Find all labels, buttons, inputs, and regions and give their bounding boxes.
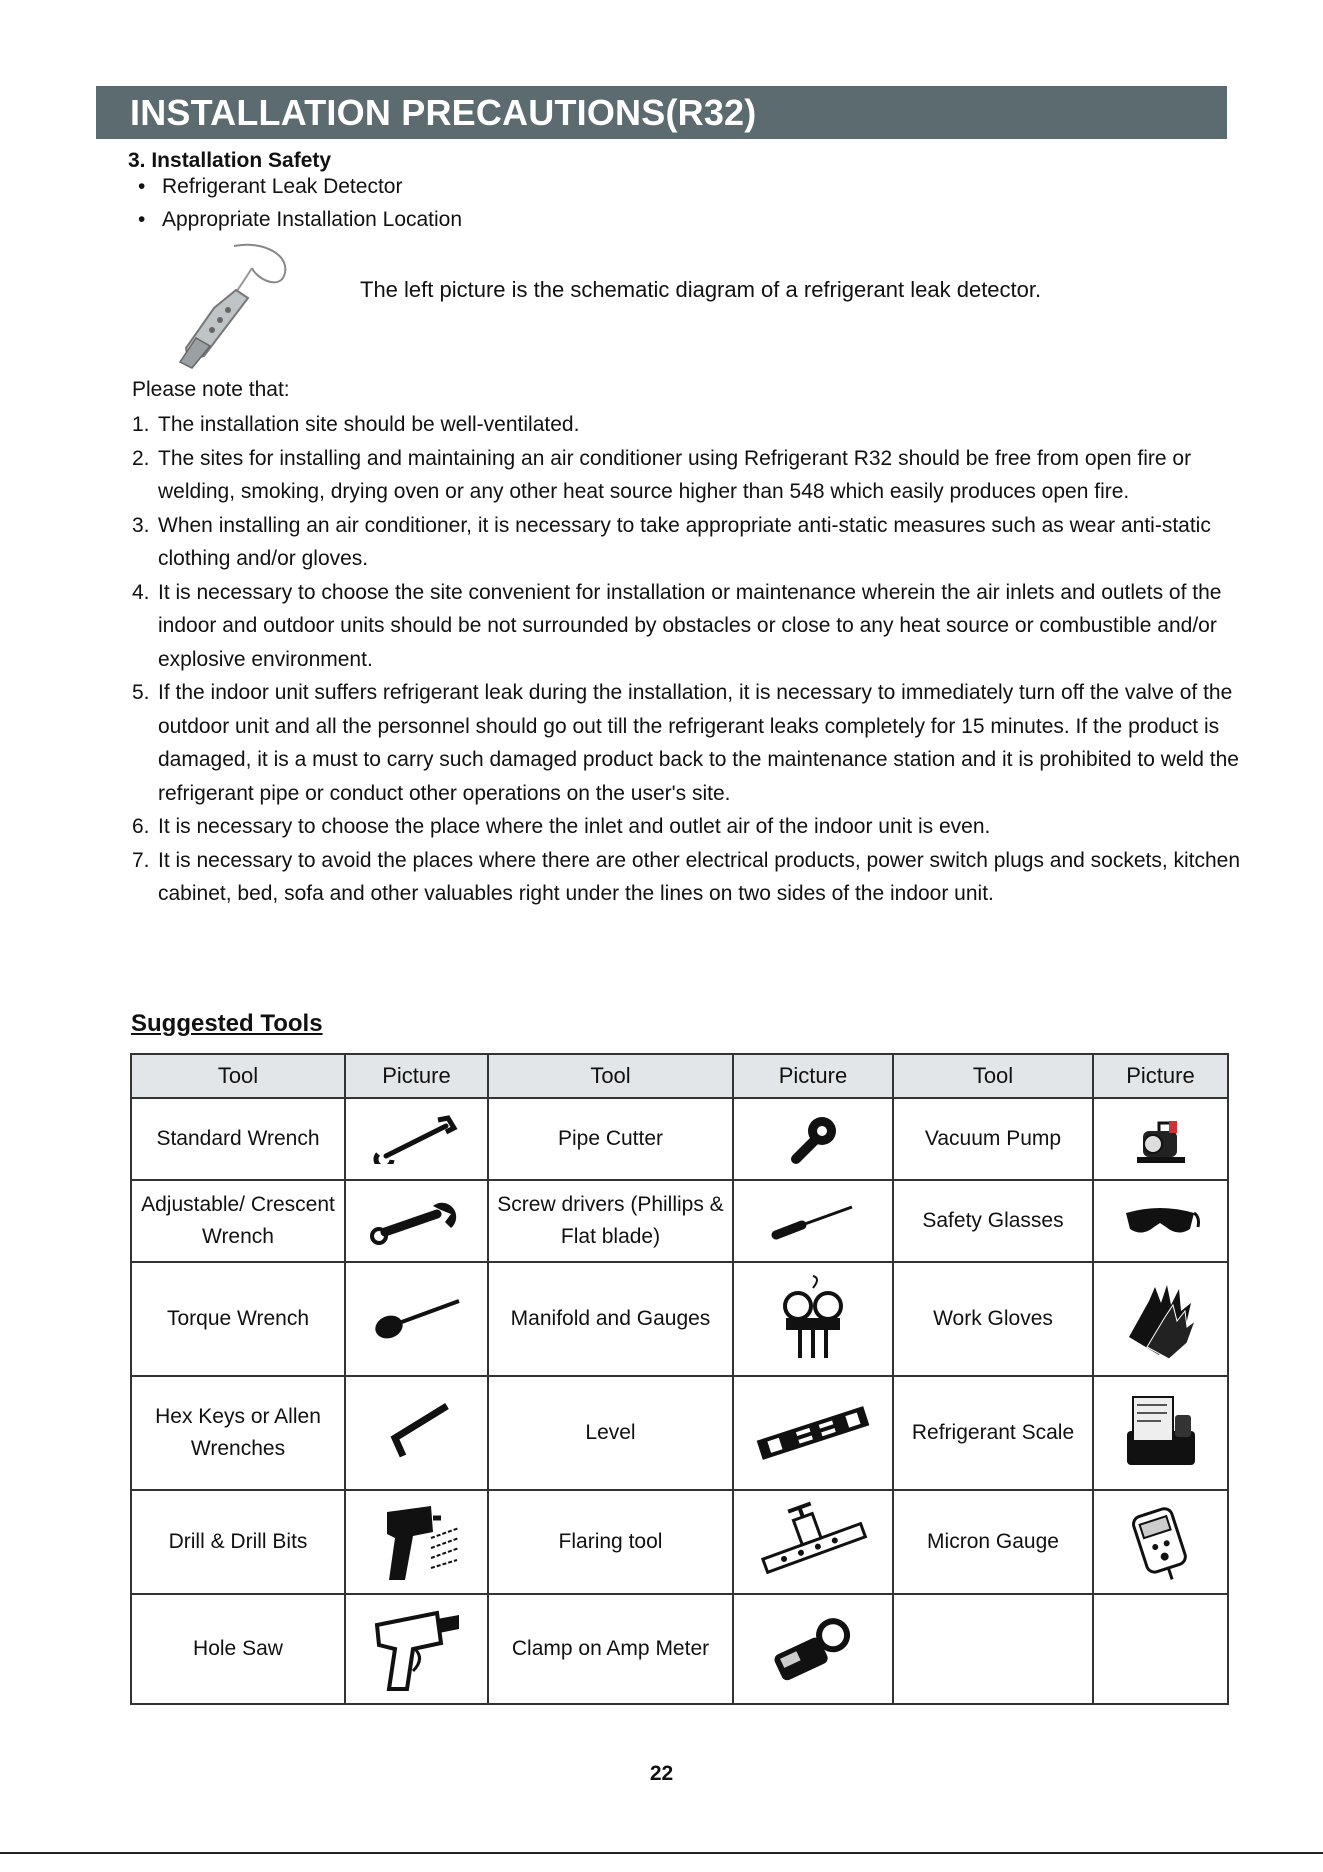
flaring-tool-icon	[750, 1497, 876, 1587]
column-header: Tool	[131, 1054, 345, 1098]
note-number: 6.	[132, 815, 150, 838]
tool-picture	[345, 1180, 488, 1262]
table-row	[131, 1490, 1228, 1594]
tool-picture-empty	[1093, 1594, 1228, 1704]
note-text: If the indoor unit suffers refrigerant leak during the installation, it is necessary to immediately turn off the valve of the outdoor unit and all the personnel should go out till the refrigerant leaks completely for 15 minutes. If the product is damaged, it is a must to carry such damaged product back to the maintenance station and it is prohibited to weld the refrigerant pipe or conduct other operations on the user's site.	[158, 681, 1239, 805]
clamp-meter-icon	[763, 1609, 863, 1689]
bottom-rule	[0, 1852, 1323, 1854]
tool-picture	[1093, 1098, 1228, 1180]
table-header-row	[131, 1054, 1228, 1098]
notes-list	[132, 408, 1252, 911]
tool-picture	[733, 1594, 893, 1704]
note-item	[132, 844, 1252, 911]
note-number: 2.	[132, 446, 150, 470]
tool-name: Screw drivers (Phillips & Flat blade)	[488, 1180, 733, 1262]
tool-picture	[733, 1180, 893, 1262]
tool-picture	[345, 1490, 488, 1594]
tool-picture	[1093, 1262, 1228, 1376]
tools-title: Suggested Tools	[131, 1010, 323, 1037]
tool-picture	[345, 1376, 488, 1490]
torque-wrench-icon	[367, 1291, 467, 1347]
pipe-cutter-icon	[778, 1109, 848, 1169]
tool-name: Pipe Cutter	[488, 1098, 733, 1180]
note-number: 4.	[132, 580, 150, 604]
tools-table	[130, 1053, 1229, 1705]
tool-picture	[733, 1490, 893, 1594]
vacuum-pump-icon	[1129, 1111, 1193, 1167]
tool-name: Drill & Drill Bits	[131, 1490, 345, 1594]
bullet-dot: •	[138, 175, 146, 198]
tool-name: Clamp on Amp Meter	[488, 1594, 733, 1704]
notes-heading: Please note that:	[132, 378, 290, 401]
detector-caption: The left picture is the schematic diagram of a refrigerant leak detector.	[360, 277, 1042, 302]
leak-detector-image	[174, 238, 324, 370]
bullet-text: Appropriate Installation Location	[162, 208, 463, 231]
wrench-icon	[372, 1114, 462, 1164]
tool-picture	[345, 1594, 488, 1704]
tool-picture	[345, 1098, 488, 1180]
manifold-gauges-icon	[778, 1274, 848, 1364]
page-number: 22	[649, 1762, 674, 1785]
tool-name: Safety Glasses	[893, 1180, 1093, 1262]
tool-picture	[345, 1262, 488, 1376]
column-header: Picture	[345, 1054, 488, 1098]
tool-name: Adjustable/ Crescent Wrench	[131, 1180, 345, 1262]
tool-name: Manifold and Gauges	[488, 1262, 733, 1376]
tool-name: Work Gloves	[893, 1262, 1093, 1376]
note-number: 7.	[132, 848, 150, 872]
page-header: INSTALLATION PRECAUTIONS(R32)	[96, 86, 1227, 139]
drill-icon	[369, 1498, 465, 1586]
column-header: Tool	[488, 1054, 733, 1098]
tool-picture	[1093, 1490, 1228, 1594]
note-number: 1.	[132, 413, 150, 436]
hole-saw-icon	[367, 1603, 467, 1695]
note-number: 3.	[132, 513, 150, 537]
screwdriver-icon	[768, 1201, 858, 1241]
tool-name: Torque Wrench	[131, 1262, 345, 1376]
table-row	[131, 1098, 1228, 1180]
micron-gauge-icon	[1126, 1497, 1196, 1587]
bullet-text: Refrigerant Leak Detector	[162, 175, 403, 198]
note-text: The installation site should be well-ventilated.	[158, 413, 580, 436]
tool-name: Hex Keys or Allen Wrenches	[131, 1376, 345, 1490]
table-row	[131, 1180, 1228, 1262]
section-title: 3. Installation Safety	[128, 149, 332, 172]
note-text: The sites for installing and maintaining an air conditioner using Refrigerant R32 should be free from open fire or welding, smoking, drying oven or any other heat source higher than 548 which easily produces open fire.	[158, 446, 1192, 503]
tool-picture	[733, 1098, 893, 1180]
hex-key-icon	[377, 1398, 457, 1468]
tool-picture	[1093, 1376, 1228, 1490]
work-gloves-icon	[1119, 1277, 1203, 1361]
note-text: When installing an air conditioner, it is necessary to take appropriate anti-static measures such as wear anti-static clothing and/or gloves.	[158, 513, 1211, 570]
tool-name: Hole Saw	[131, 1594, 345, 1704]
bullet-dot: •	[138, 208, 146, 231]
note-text: It is necessary to choose the site convenient for installation or maintenance wherein the air inlets and outlets of the indoor and outdoor units should be not surrounded by obstacles or close to any heat source or combustible and/or explosive environment.	[158, 580, 1222, 671]
level-icon	[753, 1403, 873, 1463]
tool-name: Refrigerant Scale	[893, 1376, 1093, 1490]
table-row	[131, 1262, 1228, 1376]
note-item	[132, 810, 1252, 844]
note-number: 5.	[132, 681, 150, 704]
adjustable-wrench-icon	[367, 1196, 467, 1246]
safety-glasses-icon	[1120, 1199, 1202, 1243]
note-item	[132, 408, 1252, 442]
table-row	[131, 1376, 1228, 1490]
column-header: Tool	[893, 1054, 1093, 1098]
tool-name: Standard Wrench	[131, 1098, 345, 1180]
tool-name	[893, 1594, 1093, 1704]
tool-picture	[1093, 1180, 1228, 1262]
tool-picture	[733, 1262, 893, 1376]
note-text: It is necessary to avoid the places where there are other electrical products, power switch plugs and sockets, kitchen cabinet, bed, sofa and other valuables right under the lines on two sides of the indoor unit.	[158, 848, 1241, 905]
bullet-item	[138, 208, 462, 232]
note-item	[132, 442, 1252, 509]
note-item	[132, 576, 1252, 677]
column-header: Picture	[1093, 1054, 1228, 1098]
refrigerant-scale-icon	[1121, 1391, 1201, 1475]
note-text: It is necessary to choose the place where the inlet and outlet air of the indoor unit is even.	[158, 815, 991, 838]
note-item	[132, 509, 1252, 576]
note-item	[132, 676, 1252, 810]
table-row	[131, 1594, 1228, 1704]
tool-name: Level	[488, 1376, 733, 1490]
tool-name: Flaring tool	[488, 1490, 733, 1594]
tool-picture	[733, 1376, 893, 1490]
column-header: Picture	[733, 1054, 893, 1098]
tool-name: Micron Gauge	[893, 1490, 1093, 1594]
bullet-item	[138, 175, 402, 199]
tool-name: Vacuum Pump	[893, 1098, 1093, 1180]
